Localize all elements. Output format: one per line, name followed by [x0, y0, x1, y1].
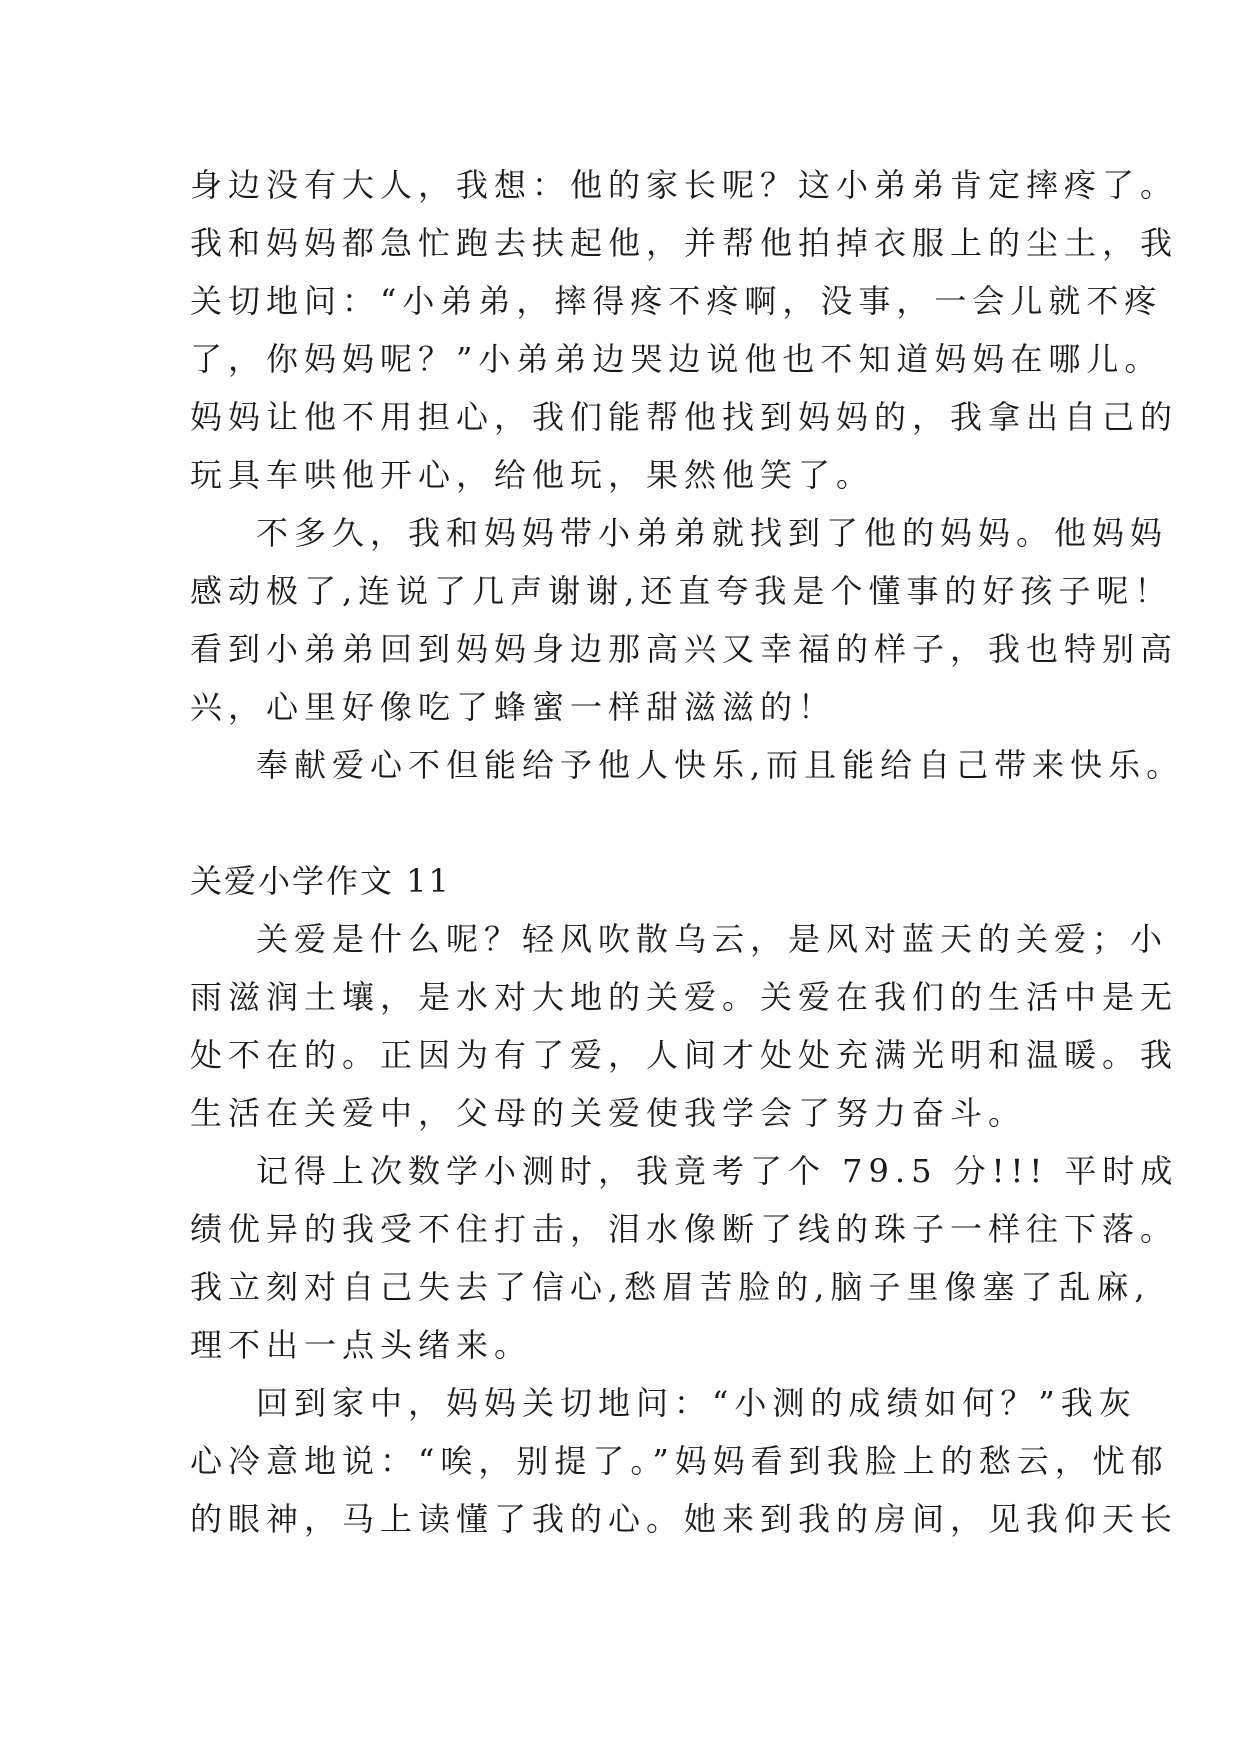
text-line: 身边没有大人，我想：他的家长呢？这小弟弟肯定摔疼了。: [190, 166, 1179, 204]
text-line: 心冷意地说：“唉，别提了。”妈妈看到我脸上的愁云，忧郁: [190, 1442, 1169, 1480]
text-line: 了，你妈妈呢？”小弟弟边哭边说他也不知道妈妈在哪儿。: [190, 340, 1163, 378]
text-line: 理不出一点头绪来。: [190, 1326, 533, 1364]
text-line: 感动极了,连说了几声谢谢,还直夸我是个懂事的好孩子呢！: [190, 572, 1173, 610]
text-line: 妈妈让他不用担心，我们能帮他找到妈妈的，我拿出自己的: [190, 398, 1179, 436]
text-line: 生活在关爱中，父母的关爱使我学会了努力奋斗。: [190, 1094, 1027, 1132]
text-line: 兴，心里好像吃了蜂蜜一样甜滋滋的！: [190, 688, 837, 726]
text-line: 看到小弟弟回到妈妈身边那高兴又幸福的样子，我也特别高: [190, 630, 1179, 668]
paragraph-first-line: 关爱是什么呢？轻风吹散乌云，是风对蓝天的关爱；小: [256, 920, 1169, 958]
text-line: 绩优异的我受不住打击，泪水像断了线的珠子一样往下落。: [190, 1210, 1179, 1248]
paragraph-first-line: 回到家中，妈妈关切地问：“小测的成绩如何？”我灰: [256, 1384, 1137, 1422]
paragraph-first-line: 不多久，我和妈妈带小弟弟就找到了他的妈妈。他妈妈: [256, 514, 1169, 552]
text-line: 我立刻对自己失去了信心,愁眉苦脸的,脑子里像塞了乱麻,: [190, 1268, 1151, 1306]
paragraph-first-line: 奉献爱心不但能给予他人快乐,而且能给自己带来快乐。: [256, 746, 1185, 784]
text-line: 关切地问：“小弟弟，摔得疼不疼啊，没事，一会儿就不疼: [190, 282, 1163, 320]
text-line: 雨滋润土壤，是水对大地的关爱。关爱在我们的生活中是无: [190, 978, 1179, 1016]
text-line: 我和妈妈都急忙跑去扶起他，并帮他拍掉衣服上的尘土，我: [190, 224, 1179, 262]
text-line: 的眼神，马上读懂了我的心。她来到我的房间，见我仰天长: [190, 1500, 1179, 1538]
text-line: 玩具车哄他开心，给他玩，果然他笑了。: [190, 456, 875, 494]
section-heading: 关爱小学作文 11: [190, 862, 451, 900]
text-line: 处不在的。正因为有了爱，人间才处处充满光明和温暖。我: [190, 1036, 1179, 1074]
paragraph-first-line: 记得上次数学小测时，我竟考了个 79.5 分!!! 平时成: [256, 1152, 1179, 1190]
